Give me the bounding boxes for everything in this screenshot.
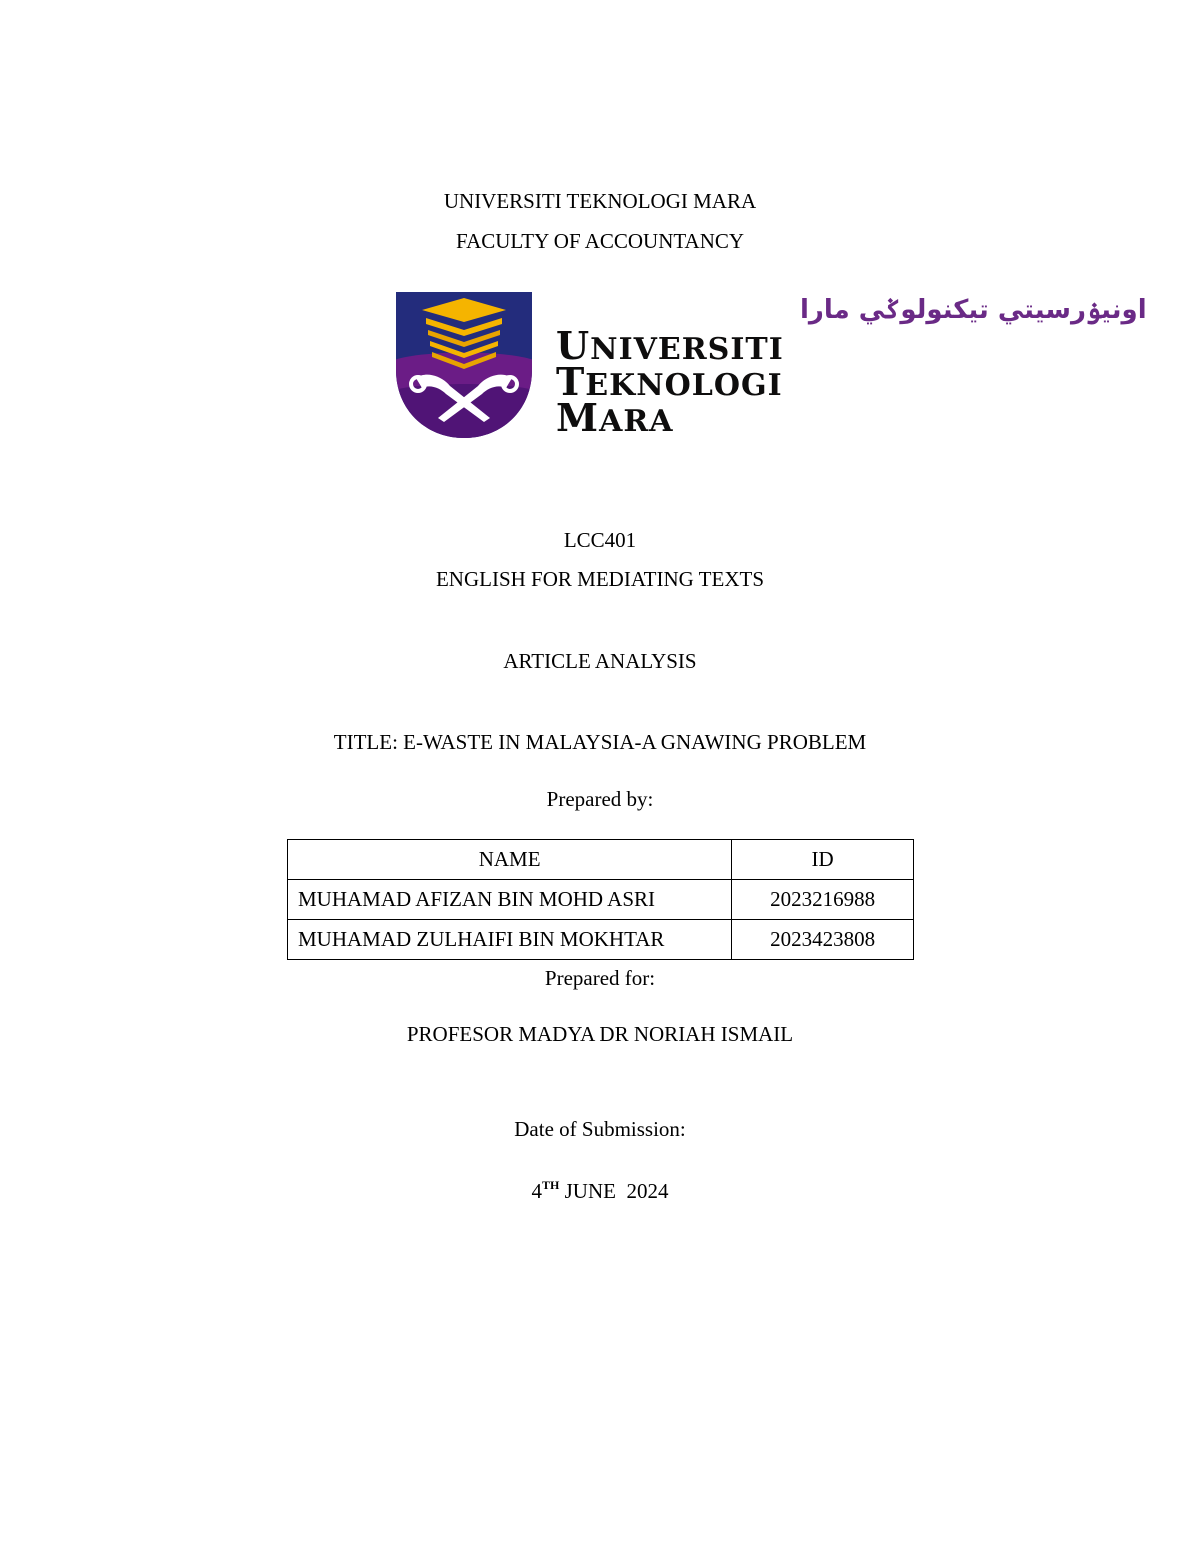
student-id: 2023423808 <box>732 920 914 960</box>
course-code: LCC401 <box>563 528 637 552</box>
logo-word-mara: MARA <box>556 395 674 440</box>
logo-word-universiti: UNIVERSITI <box>556 323 784 368</box>
student-name: MUHAMAD AFIZAN BIN MOHD ASRI <box>288 880 732 920</box>
lecturer-name: PROFESOR MADYA DR NORIAH ISMAIL <box>406 1022 794 1046</box>
table-row <box>288 920 914 960</box>
name-column-header: NAME <box>288 840 732 880</box>
student-name: MUHAMAD ZULHAIFI BIN MOKHTAR <box>288 920 732 960</box>
prepared-by-label: Prepared by: <box>546 787 654 811</box>
faculty-heading: FACULTY OF ACCOUNTANCY <box>455 229 745 253</box>
course-name: ENGLISH FOR MEDIATING TEXTS <box>435 567 765 591</box>
uitm-wordmark <box>556 290 1147 440</box>
table-header-row <box>288 840 914 880</box>
uitm-logo <box>394 290 1147 440</box>
university-heading: UNIVERSITI TEKNOLOGI MARA <box>443 189 757 213</box>
uitm-crest-icon <box>394 290 534 440</box>
id-column-header: ID <box>732 840 914 880</box>
student-id: 2023216988 <box>732 880 914 920</box>
jawi-script-logotype <box>562 290 1147 326</box>
submission-date: 4TH JUNE 2024 <box>531 1178 669 1203</box>
table-row <box>288 880 914 920</box>
assignment-type: ARTICLE ANALYSIS <box>503 649 697 673</box>
article-title: TITLE: E-WASTE IN MALAYSIA-A GNAWING PROBLEM <box>333 730 867 754</box>
prepared-for-label: Prepared for: <box>544 966 656 990</box>
svg-text:اونيۏرسيتي تيكنولوݢي مارا: اونيۏرسيتي تيكنولوݢي مارا <box>800 295 1147 325</box>
submission-date-label: Date of Submission: <box>514 1117 686 1141</box>
student-table <box>287 839 914 960</box>
logo-word-teknologi: TEKNOLOGI <box>556 359 783 404</box>
